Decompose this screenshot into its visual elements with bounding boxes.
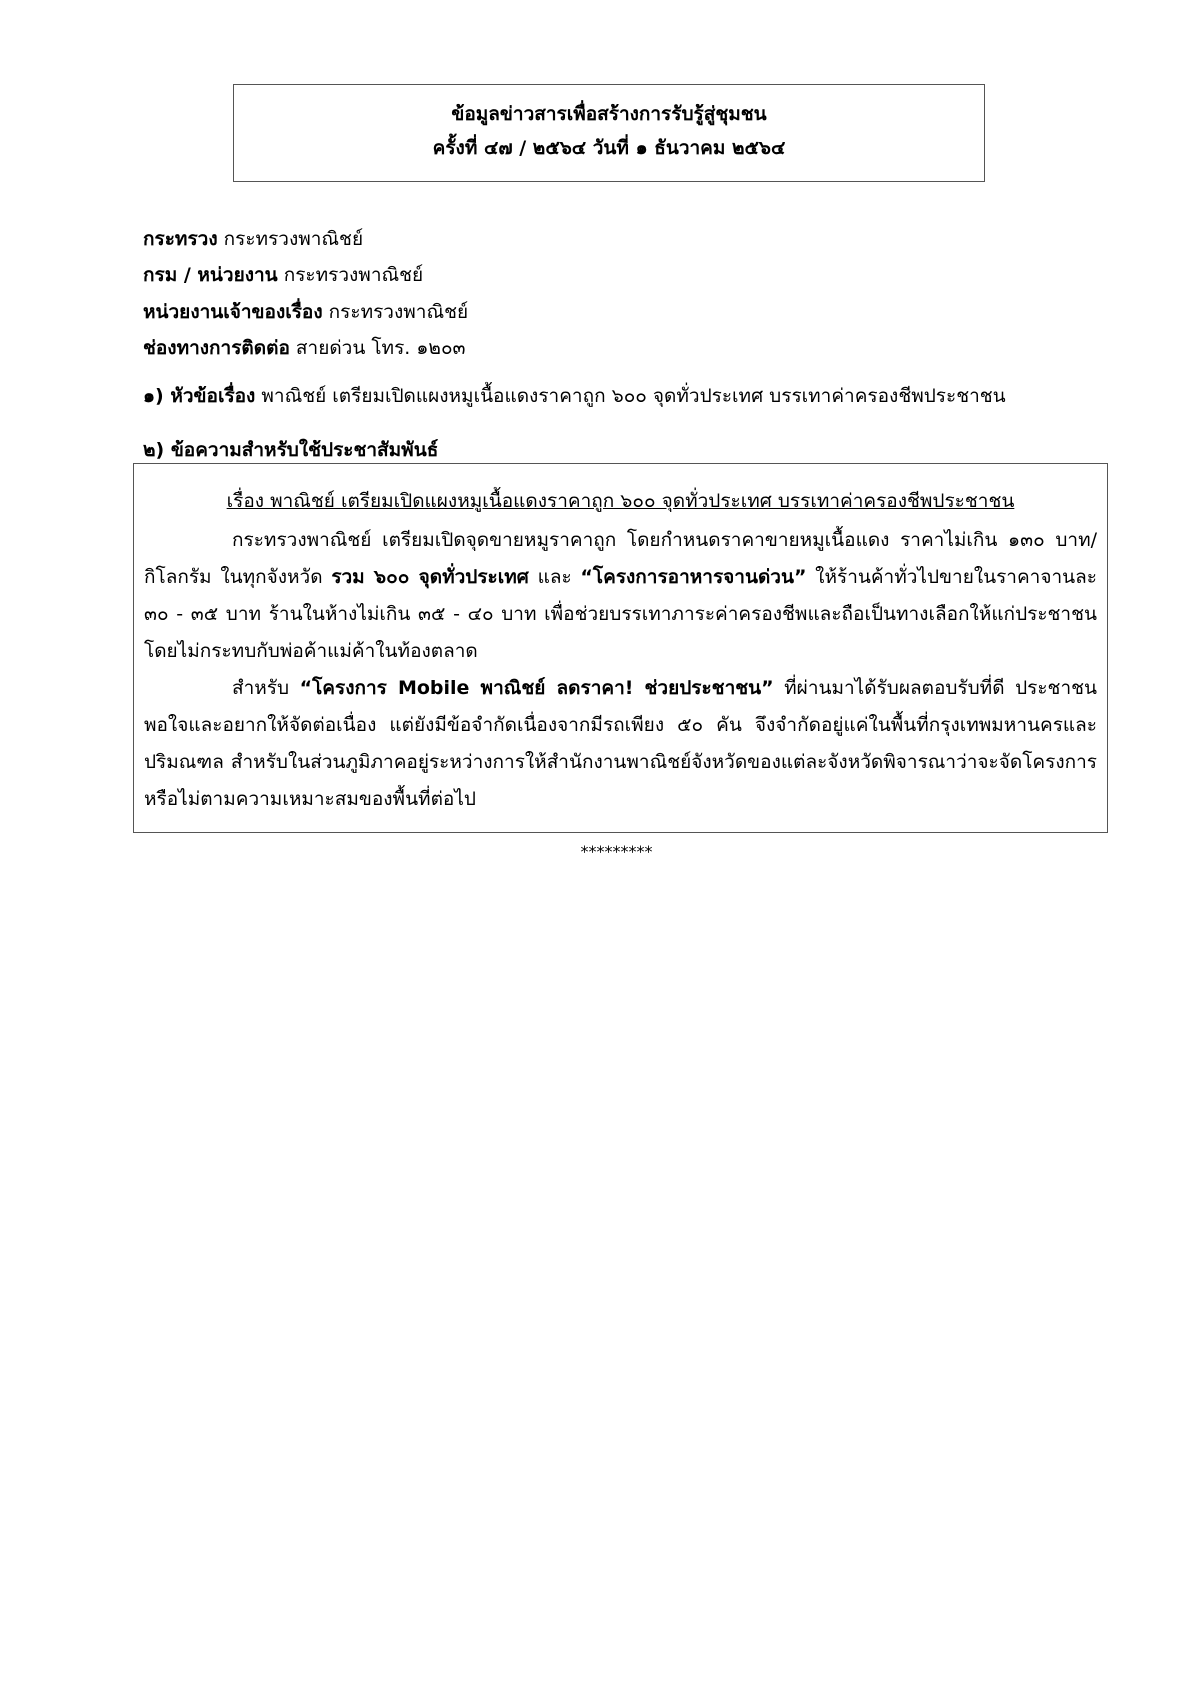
p1-text-c: และ: [528, 566, 581, 588]
department-label: กรม / หน่วยงาน: [143, 264, 278, 286]
issue-line: ครั้งที่ ๔๗ / ๒๕๖๔ วันที่ ๑ ธันวาคม ๒๕๖๔: [432, 137, 786, 159]
p1-text-e: ให้ร้านค้าทั่วไปขายในราคาจานละ ๓๐ - ๓๕ บาท ร้านในห้างไม่เกิน ๓๕ - ๔๐ บาท เพื่อช่วยบรรเทาภาระค่าครองชีพและถือเป็นทางเลือกให้แก่ประชาชน โดยไม่กระทบกับพ่อค้าแม่ค้าในท้องตลาด: [144, 566, 1097, 662]
contact-row: [143, 336, 466, 360]
p1-text-a: กระทรวงพาณิชย์ เตรียมเปิดจุดขายหมูราคาถูก โดยกำหนดราคาขายหมูเนื้อแดง ราคาไม่เกิน ๑๓๐ บาท/กิโลกรัม ในทุกจังหวัด: [144, 529, 1097, 588]
section1-row: [143, 384, 1006, 408]
section1-text: พาณิชย์ เตรียมเปิดแผงหมูเนื้อแดงราคาถูก ๖๐๐ จุดทั่วประเทศ บรรเทาค่าครองชีพประชาชน: [261, 385, 1006, 407]
owner-row: [143, 300, 468, 324]
contact-label: ช่องทางการติดต่อ: [143, 337, 290, 359]
p1-bold-points: รวม ๖๐๐ จุดทั่วประเทศ: [331, 566, 529, 588]
contact-value: สายด่วน โทร. ๑๒๐๓: [295, 337, 466, 359]
title-box: [233, 84, 985, 182]
document-title: ข้อมูลข่าวสารเพื่อสร้างการรับรู้สู่ชุมชน: [451, 103, 767, 125]
end-marker: *********: [580, 842, 653, 861]
p2-bold-project: “โครงการ Mobile พาณิชย์ ลดราคา! ช่วยประชาชน”: [299, 677, 774, 699]
department-value: กระทรวงพาณิชย์: [283, 264, 424, 286]
ministry-row: [143, 227, 363, 251]
p2-text-c: ที่ผ่านมาได้รับผลตอบรับที่ดี ประชาชนพอใจและอยากให้จัดต่อเนื่อง แต่ยังมีข้อจำกัดเนื่องจากมีรถเพียง ๕๐ คัน จึงจำกัดอยู่แค่ในพื้นที่กรุงเทพมหานครและปริมณฑล สำหรับในส่วนภูมิภาคอยู่ระหว่างการให้สำนักงานพาณิชย์จังหวัดของแต่ละจังหวัดพิจารณาว่าจะจัดโครงการหรือไม่ตามความเหมาะสมของพื้นที่ต่อไป: [144, 677, 1097, 810]
pr-paragraph-1: [144, 522, 1097, 670]
department-row: [143, 263, 423, 287]
pr-content-box: [133, 463, 1108, 833]
p1-bold-project: “โครงการอาหารจานด่วน”: [580, 566, 807, 588]
owner-label: หน่วยงานเจ้าของเรื่อง: [143, 301, 323, 323]
pr-title: เรื่อง พาณิชย์ เตรียมเปิดแผงหมูเนื้อแดงราคาถูก ๖๐๐ จุดทั่วประเทศ บรรเทาค่าครองชีพประชาชน: [226, 490, 1015, 512]
ministry-label: กระทรวง: [143, 228, 218, 250]
section2-label: ๒) ข้อความสำหรับใช้ประชาสัมพันธ์: [143, 439, 439, 461]
section1-label: ๑) หัวข้อเรื่อง: [143, 385, 256, 407]
pr-paragraph-2: [144, 670, 1097, 818]
ministry-value: กระทรวงพาณิชย์: [223, 228, 364, 250]
section2-row: [143, 438, 438, 462]
p2-text-a: สำหรับ: [232, 677, 300, 699]
owner-value: กระทรวงพาณิชย์: [328, 301, 469, 323]
